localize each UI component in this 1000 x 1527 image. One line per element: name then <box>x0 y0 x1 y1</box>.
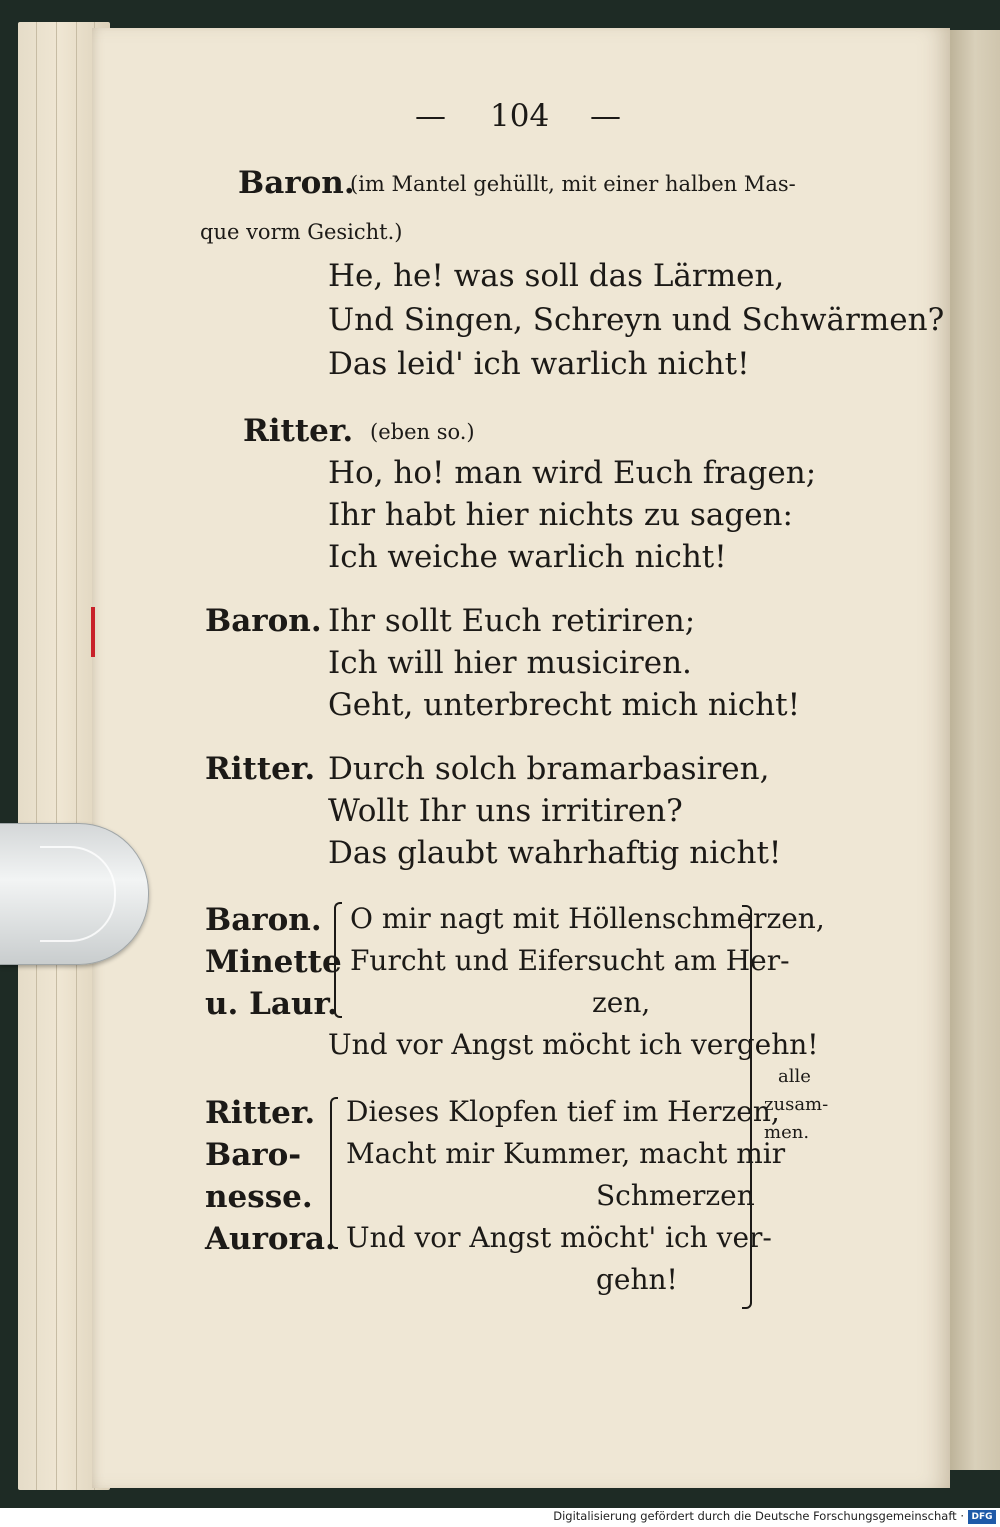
verse-line: Wollt Ihr uns irritiren? <box>328 793 683 829</box>
verse-line: Ihr habt hier nichts zu sagen: <box>328 497 793 533</box>
speaker-name: Ritter. <box>205 751 316 787</box>
verse-line: Ich weiche warlich nicht! <box>328 539 727 575</box>
verse-line: Und vor Angst möcht ich vergehn! <box>328 1028 819 1061</box>
speaker-name: Ritter. <box>243 413 354 449</box>
verse-line: He, he! was soll das Lärmen, <box>328 258 785 294</box>
header-dash-left: — <box>415 98 446 134</box>
verse-line: Das glaubt wahrhaftig nicht! <box>328 835 782 871</box>
verse-line: Schmerzen <box>596 1179 755 1212</box>
stage-direction-continued: que vorm Gesicht.) <box>200 220 403 244</box>
verse-line: Das leid' ich warlich nicht! <box>328 346 750 382</box>
note-line: men. <box>764 1122 810 1143</box>
stage-direction: (im Mantel gehüllt, mit einer halben Mas- <box>350 172 796 196</box>
stage-direction: (eben so.) <box>370 420 475 444</box>
verse-line: Dieses Klopfen tief im Herzen, <box>346 1095 780 1128</box>
speaker-name: Baron. <box>238 165 355 201</box>
speaker-name: Baron. <box>205 902 322 938</box>
page-clip <box>0 823 149 965</box>
verse-line: Und Singen, Schreyn und Schwärmen? <box>328 302 945 338</box>
speaker-name: Aurora. <box>205 1221 336 1257</box>
verse-line: Ho, ho! man wird Euch fragen; <box>328 455 817 491</box>
speaker-name: Baro- <box>205 1137 302 1173</box>
verse-line: zen, <box>592 986 651 1019</box>
digitization-footer <box>0 1508 1000 1527</box>
speaker-name: u. Laur. <box>205 986 338 1022</box>
note-line: zusam- <box>764 1094 829 1115</box>
speaker-brace <box>330 1097 338 1249</box>
dfg-logo: DFG <box>968 1510 996 1524</box>
speaker-name: Minette <box>205 944 342 980</box>
verse-line: Ihr sollt Euch retiriren; <box>328 603 696 639</box>
speaker-name: Ritter. <box>205 1095 316 1131</box>
ensemble-brace <box>742 905 752 1309</box>
verse-line: Und vor Angst möcht' ich ver- <box>346 1221 772 1254</box>
verse-line: Ich will hier musiciren. <box>328 645 692 681</box>
verse-line: Geht, unterbrecht mich nicht! <box>328 687 801 723</box>
verse-line: O mir nagt mit Höllenschmerzen, <box>350 902 825 935</box>
speaker-name: Baron. <box>205 603 322 639</box>
verse-line: Macht mir Kummer, macht mir <box>346 1137 786 1170</box>
verse-line: Furcht und Eifersucht am Her- <box>350 944 790 977</box>
facing-page-edge <box>950 30 1000 1470</box>
red-bookmark-strip <box>91 607 95 657</box>
speaker-brace <box>334 902 342 1018</box>
note-line: alle <box>778 1066 811 1087</box>
footer-credit: Digitalisierung gefördert durch die Deutsche Forschungsgemeinschaft · <box>553 1509 964 1523</box>
verse-line: gehn! <box>596 1263 678 1296</box>
speaker-name: nesse. <box>205 1179 313 1215</box>
header-dash-right: — <box>590 98 621 134</box>
page-number: 104 <box>490 98 550 134</box>
verse-line: Durch solch bramarbasiren, <box>328 751 770 787</box>
